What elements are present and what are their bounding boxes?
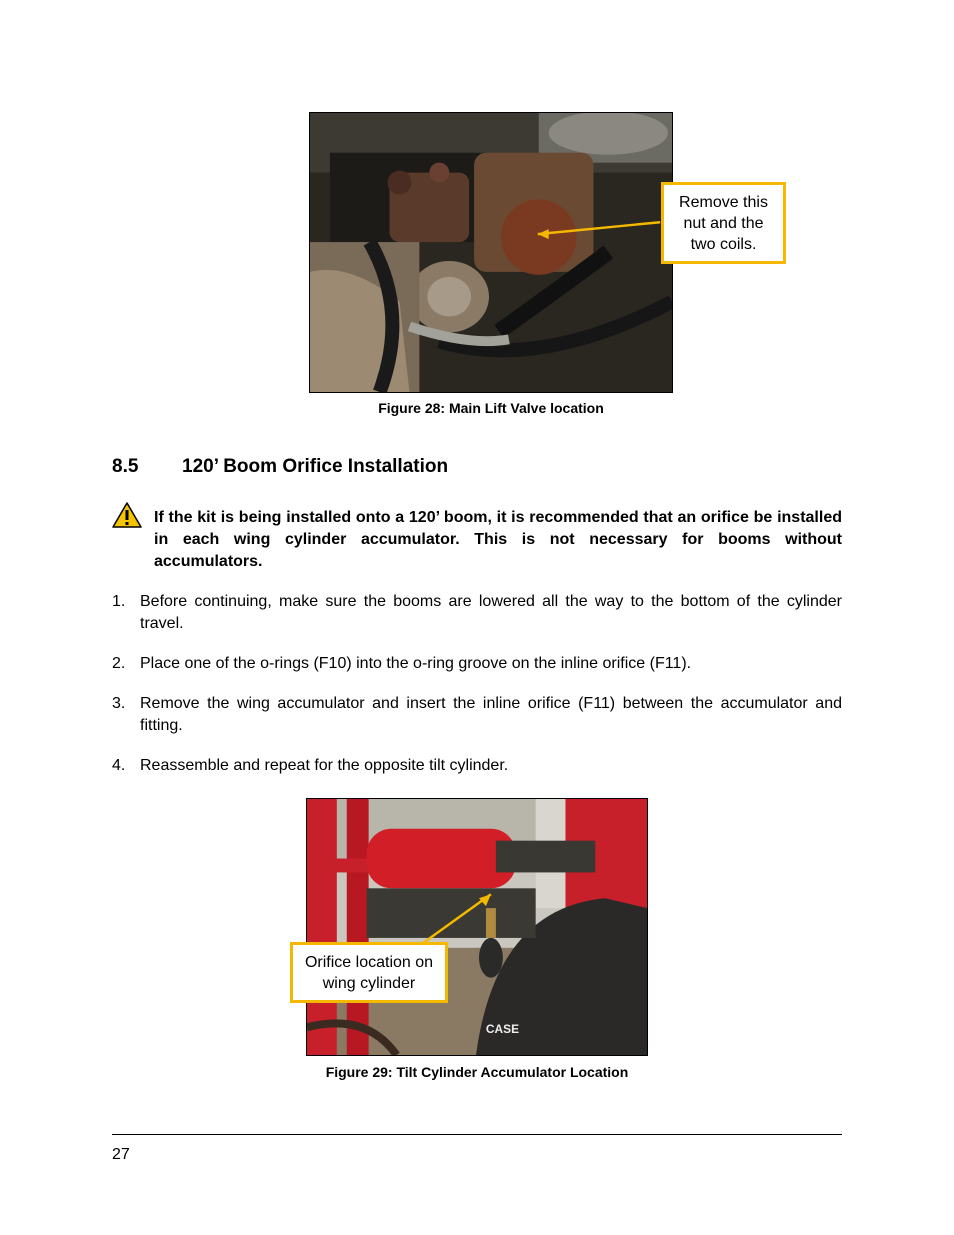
footer-divider <box>112 1134 842 1135</box>
figure-29-callout: Orifice location on wing cylinder <box>290 942 448 1003</box>
list-item <box>112 591 842 635</box>
list-item <box>112 653 842 675</box>
list-item <box>112 755 842 777</box>
section-heading <box>112 456 448 478</box>
step-text: Reassemble and repeat for the opposite tilt cylinder. <box>140 757 509 774</box>
section-number: 8.5 <box>112 456 139 477</box>
svg-text:CASE: CASE <box>485 1022 520 1037</box>
step-number: 4. <box>112 757 126 774</box>
section-title: 120’ Boom Orifice Installation <box>182 456 449 477</box>
figure-29-caption: Figure 29: Tilt Cylinder Accumulator Location <box>325 1064 629 1080</box>
step-text: Place one of the o-rings (F10) into the o-ring groove on the inline orifice (F11). <box>140 655 692 672</box>
step-number: 2. <box>112 655 126 672</box>
figure-28-caption: Figure 28: Main Lift Valve location <box>378 400 604 416</box>
step-number: 1. <box>112 593 126 610</box>
step-number: 3. <box>112 695 126 712</box>
figure-28-callout: Remove this nut and the two coils. <box>661 182 786 264</box>
warning-triangle-icon <box>112 502 142 528</box>
warning-text: If the kit is being installed onto a 120’ boom, it is recommended that an orifice be installed in each wing cylinder accumulator. This is not necessary for booms without accumulators. <box>154 509 842 570</box>
figure-29-photo <box>306 798 648 1056</box>
step-text: Before continuing, make sure the booms are lowered all the way to the bottom of the cylinder travel. <box>140 593 842 632</box>
list-item <box>112 693 842 737</box>
step-text: Remove the wing accumulator and insert the inline orifice (F11) between the accumulator and fitting. <box>140 695 842 734</box>
figure-28-photo <box>309 112 673 393</box>
page-number: 27 <box>112 1146 130 1163</box>
